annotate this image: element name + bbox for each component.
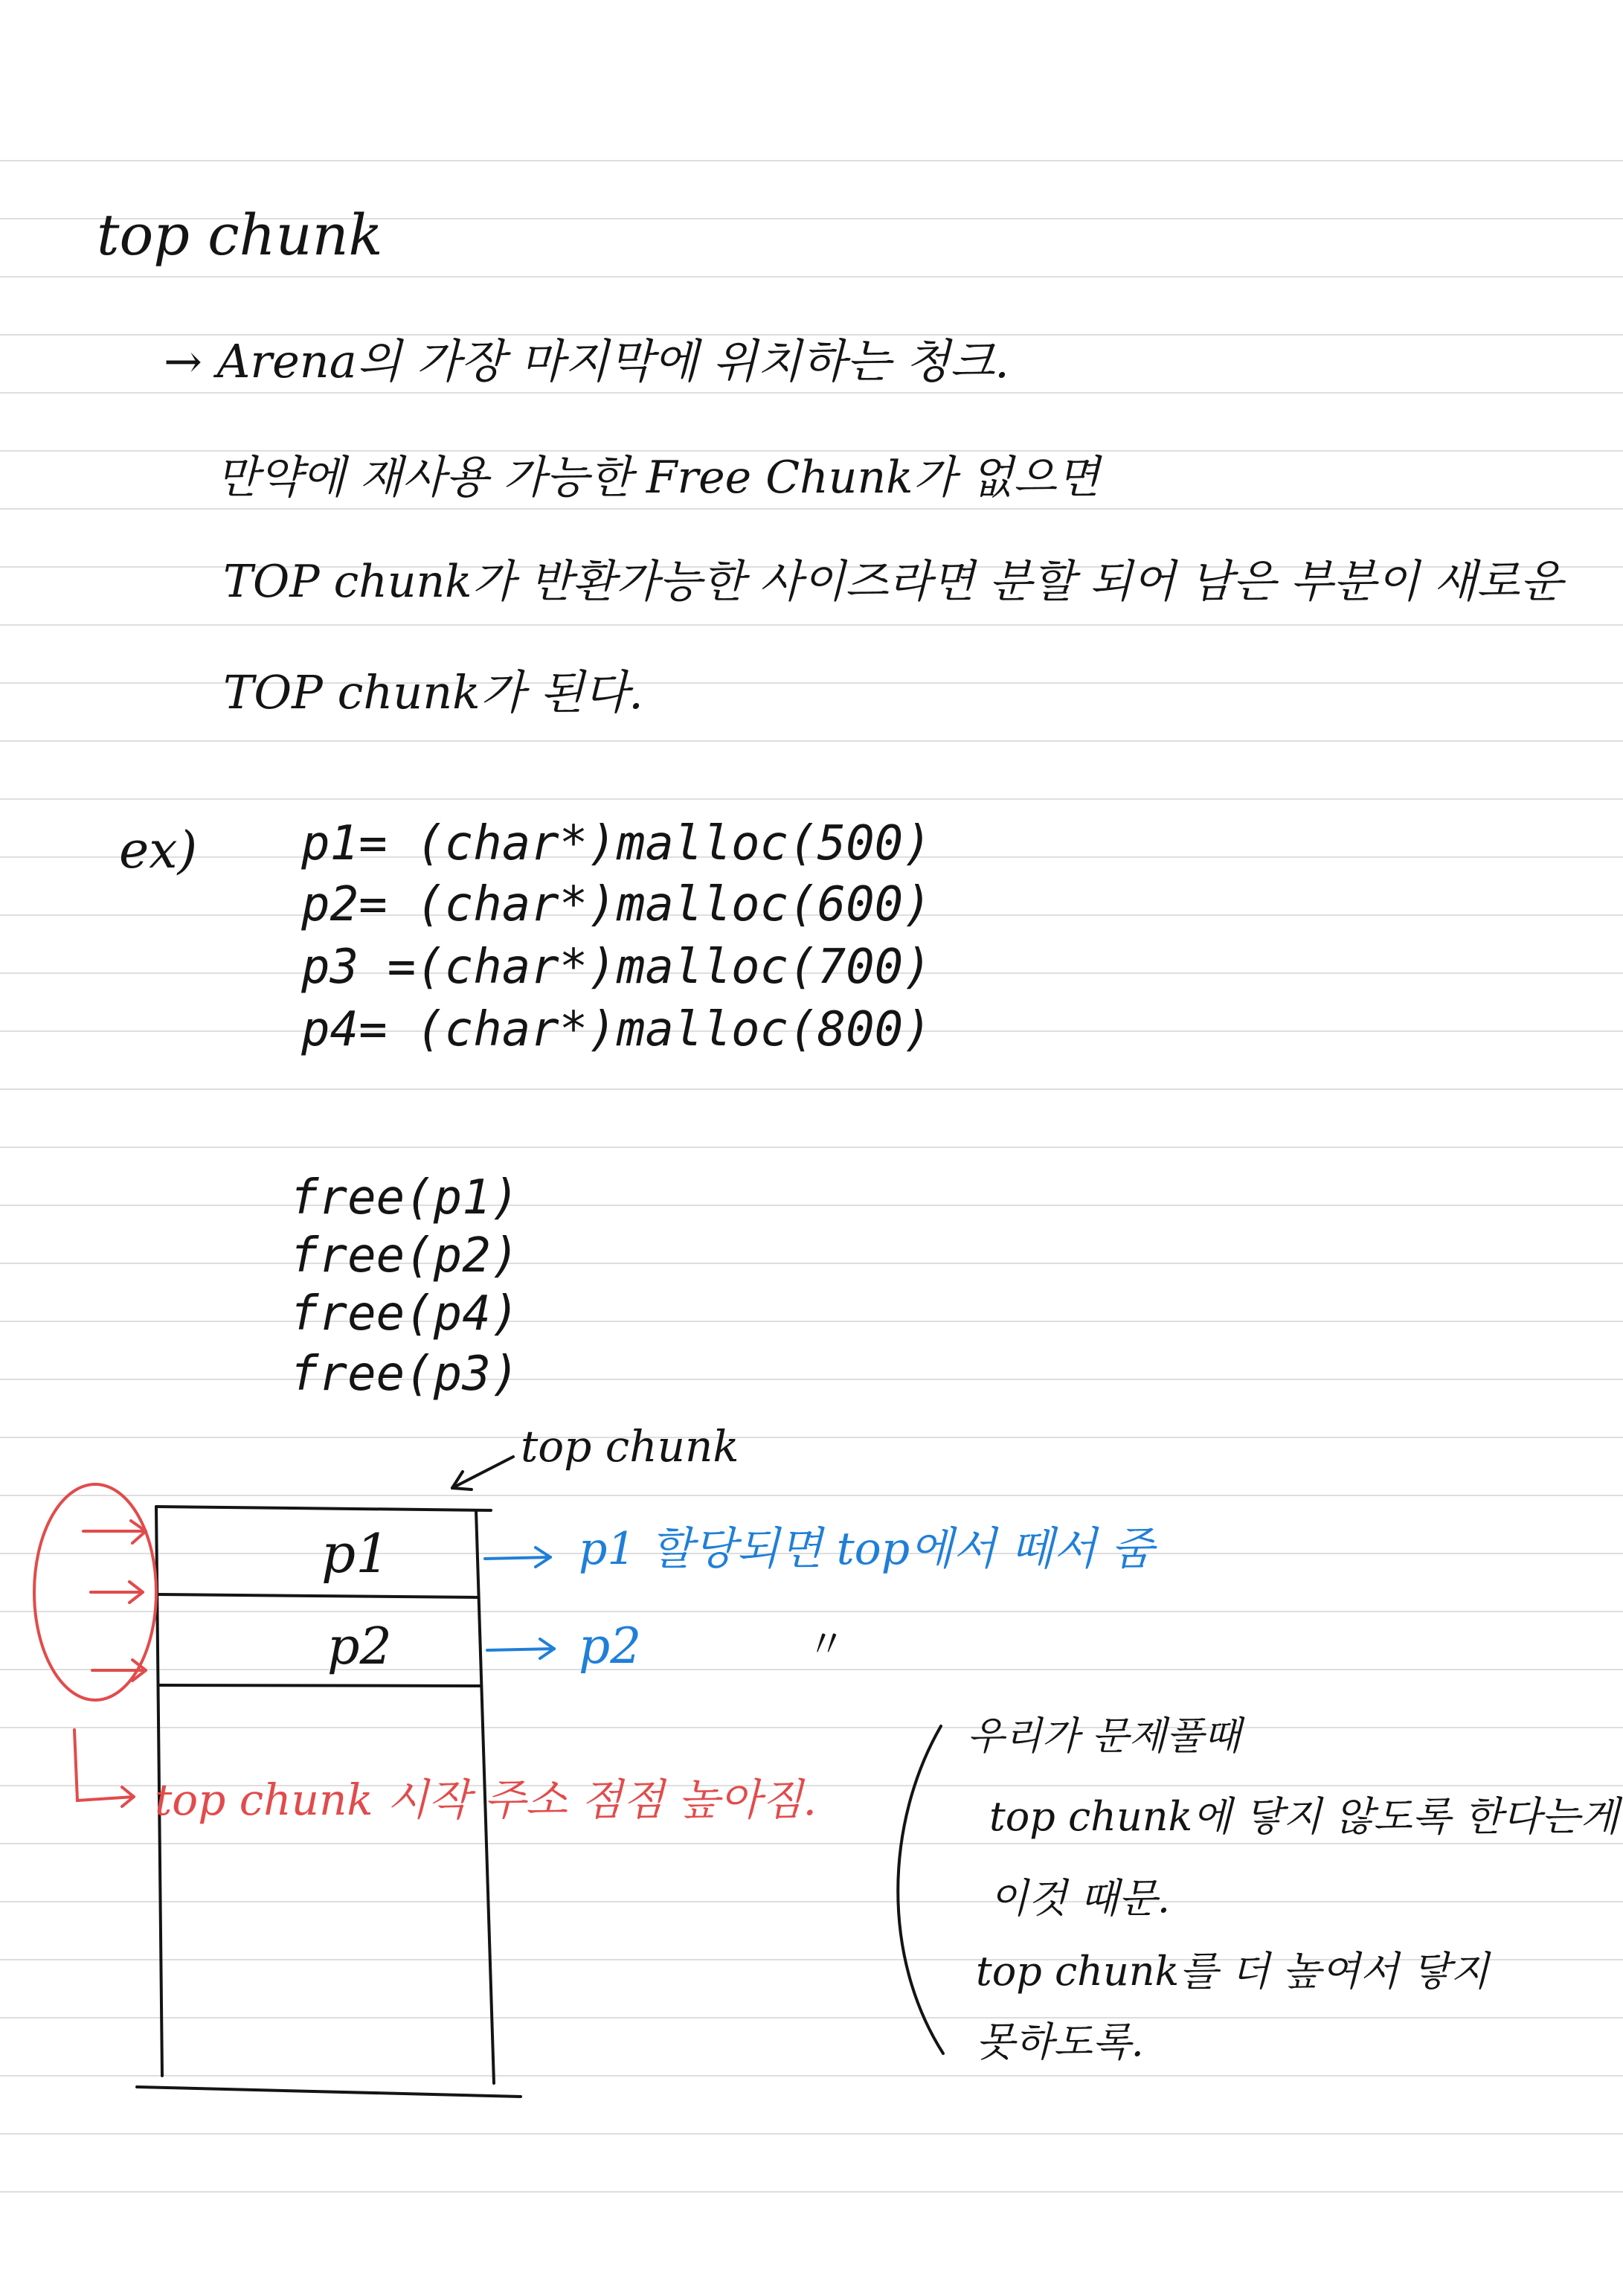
code-line-4: p4= (char*)malloc(800) bbox=[301, 1002, 932, 1057]
code-line-3: p3 =(char*)malloc(700) bbox=[301, 940, 932, 995]
ditto-mark: 〃 bbox=[807, 1623, 846, 1667]
paragraph-line-2: TOP chunk가 반환가능한 사이즈라면 분할 되어 남은 부분이 새로운 bbox=[223, 556, 1563, 608]
address-growth-note: top chunk 시작 주소 점점 높아짐. bbox=[155, 1774, 817, 1825]
side-note-bracket bbox=[898, 1726, 943, 2053]
top-chunk-label: top chunk bbox=[521, 1421, 739, 1472]
page-title: top chunk bbox=[97, 202, 383, 268]
definition-line: → Arena의 가장 마지막에 위치하는 청크. bbox=[164, 334, 1009, 388]
p1-allocation-note: p1 할당되면 top에서 떼서 줌 bbox=[579, 1523, 1154, 1575]
blue-arrows bbox=[485, 1548, 554, 1658]
paragraph-line-1: 만약에 재사용 가능한 Free Chunk가 없으면 bbox=[216, 452, 1100, 504]
side-note-line-3: 이것 때문. bbox=[989, 1875, 1170, 1922]
heap-cell-p2: p2 bbox=[327, 1617, 392, 1676]
free-line-2: free(p2) bbox=[290, 1228, 520, 1283]
red-marks bbox=[34, 1484, 156, 1806]
example-label: ex) bbox=[119, 821, 198, 880]
p2-allocation-note: p2 bbox=[579, 1617, 642, 1675]
side-note-line-2: top chunk에 닿지 않도록 한다는게 bbox=[989, 1793, 1619, 1840]
free-line-3: free(p4) bbox=[290, 1286, 520, 1341]
paragraph-line-3: TOP chunk가 된다. bbox=[223, 665, 643, 719]
side-note-line-5: 못하도록. bbox=[976, 2018, 1144, 2065]
free-line-4: free(p3) bbox=[290, 1347, 520, 1402]
code-line-1: p1= (char*)malloc(500) bbox=[301, 816, 932, 871]
code-line-2: p2= (char*)malloc(600) bbox=[301, 877, 932, 932]
side-note-line-4: top chunk를 더 높여서 닿지 bbox=[976, 1948, 1489, 1995]
heap-cell-p1: p1 bbox=[321, 1522, 390, 1585]
free-line-1: free(p1) bbox=[290, 1170, 520, 1225]
top-chunk-pointer-arrow bbox=[452, 1457, 513, 1489]
side-note-line-1: 우리가 문제풀때 bbox=[967, 1714, 1241, 1759]
